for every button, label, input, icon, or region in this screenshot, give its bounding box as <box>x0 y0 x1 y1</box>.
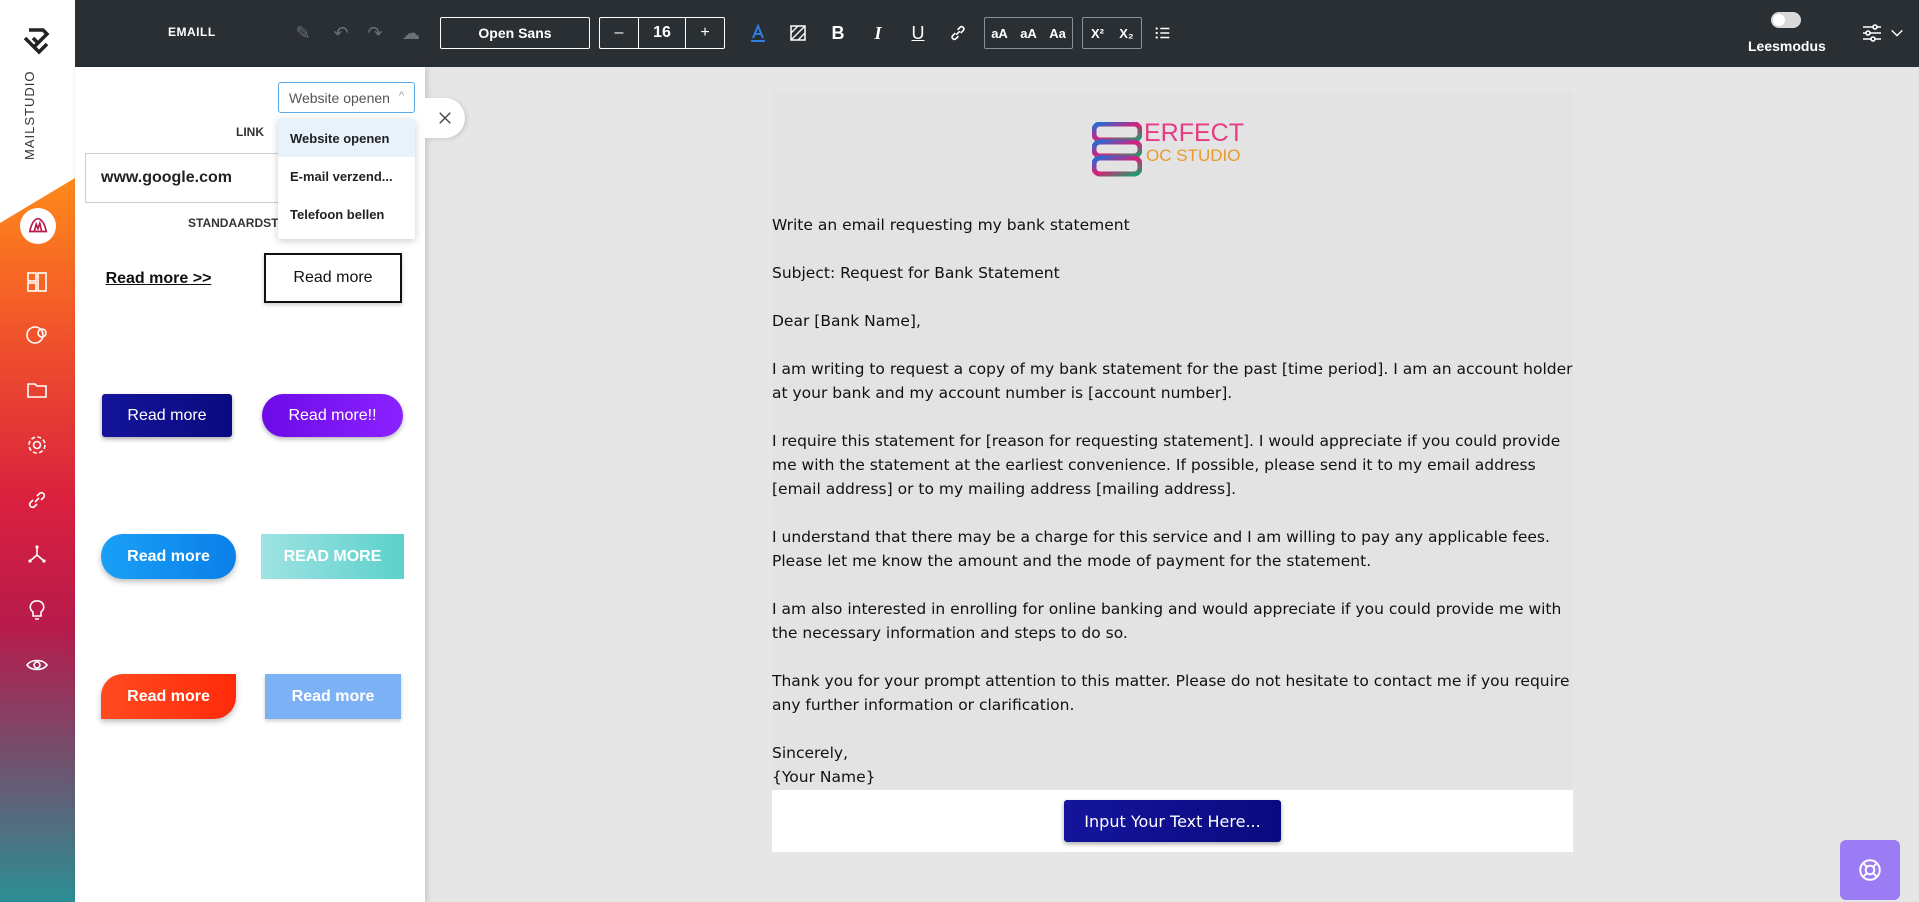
text-case-group <box>984 17 1073 49</box>
reading-mode-label: Leesmodus <box>1748 38 1826 54</box>
email-body-text[interactable] <box>772 213 1573 789</box>
logo-icon[interactable] <box>19 24 53 58</box>
folder-icon[interactable] <box>20 373 54 407</box>
lifebuoy-icon <box>1857 857 1883 883</box>
link-icon[interactable] <box>20 483 54 517</box>
email-cta-row <box>772 790 1573 852</box>
logo-text-line2: OC STUDIO <box>1146 146 1241 165</box>
script-group <box>1082 17 1142 49</box>
link-action-selected: Website openen <box>289 89 390 106</box>
case-mixed-button[interactable]: aA <box>1020 25 1037 41</box>
redo-icon[interactable]: ↷ <box>367 22 383 43</box>
text-color-icon[interactable] <box>744 19 772 47</box>
help-button[interactable] <box>1840 840 1900 900</box>
document-title: EMAILL <box>168 25 216 39</box>
font-size-stepper <box>599 17 725 49</box>
chevron-down-icon[interactable] <box>1883 19 1911 47</box>
button-style-outline[interactable]: Read more <box>264 253 402 303</box>
font-size-increase-button[interactable]: + <box>700 24 710 41</box>
reading-mode-toggle[interactable] <box>1771 12 1801 28</box>
email-paragraph: Dear [Bank Name], <box>772 312 921 330</box>
dropdown-option-phone[interactable]: Telefoon bellen <box>290 206 385 222</box>
list-icon[interactable] <box>1149 19 1177 47</box>
email-signature: {Your Name} <box>772 768 876 786</box>
italic-button[interactable]: I <box>874 22 882 43</box>
case-lower-button[interactable]: aA <box>991 25 1008 41</box>
font-size-decrease-button[interactable]: – <box>614 24 624 41</box>
chevron-up-icon: ^ <box>398 90 404 102</box>
pen-icon[interactable]: ✎ <box>295 22 311 43</box>
font-family-select[interactable]: Open Sans <box>440 17 590 49</box>
eye-icon[interactable] <box>20 648 54 682</box>
palette-icon[interactable] <box>20 318 54 352</box>
link-icon[interactable] <box>944 19 972 47</box>
email-paragraph: I am also interested in enrolling for online banking and would appreciate if you could provide me with the necessary information and steps to do so. <box>772 600 1562 642</box>
highlight-icon[interactable] <box>784 19 812 47</box>
undo-icon[interactable]: ↶ <box>333 22 349 43</box>
lightbulb-icon[interactable] <box>20 593 54 627</box>
email-paragraph: I am writing to request a copy of my bank statement for the past [time period]. I am an account holder at your bank and my account number is [account number]. <box>772 360 1573 402</box>
bold-button[interactable]: B <box>831 22 845 43</box>
email-paragraph: Write an email requesting my bank statement <box>772 216 1130 234</box>
logo-text-line1: ERFECT <box>1144 119 1244 147</box>
close-icon <box>438 111 452 125</box>
dropdown-option-email[interactable]: E-mail verzend... <box>290 168 393 184</box>
link-action-dropdown <box>278 119 415 239</box>
subscript-button[interactable]: X₂ <box>1119 25 1134 41</box>
button-style-orange[interactable]: Read more <box>101 674 236 719</box>
brand-name: MAILSTUDIO <box>22 70 37 160</box>
gear-icon[interactable] <box>20 428 54 462</box>
button-style-teal[interactable]: READ MORE <box>261 534 404 579</box>
font-size-value[interactable]: 16 <box>638 18 686 48</box>
top-toolbar <box>75 0 1919 67</box>
email-paragraph: Thank you for your prompt attention to this matter. Please do not hesitate to contact me if you require any further information or clarification. <box>772 672 1570 714</box>
dashboard-icon[interactable] <box>20 208 56 244</box>
button-style-purple-pill[interactable]: Read more!! <box>262 394 403 437</box>
link-action-select[interactable] <box>278 82 415 113</box>
dropdown-option-website[interactable]: Website openen <box>278 119 415 157</box>
left-rail <box>0 0 75 902</box>
email-closing: Sincerely, <box>772 744 849 762</box>
standard-styles-label: STANDAARDST <box>188 216 279 230</box>
link-url-input[interactable]: www.google.com <box>85 153 285 203</box>
cta-button[interactable]: Input Your Text Here... <box>1064 800 1281 842</box>
email-paragraph: I understand that there may be a charge for this service and I am willing to pay any applicable fees. Please let me know the amount and the mode of payment for the statement. <box>772 528 1550 570</box>
button-style-blue-pill[interactable]: Read more <box>101 534 236 579</box>
company-logo[interactable] <box>1092 118 1252 178</box>
email-paragraph: Subject: Request for Bank Statement <box>772 264 1060 282</box>
underline-button[interactable]: U <box>911 22 925 43</box>
superscript-button[interactable]: X² <box>1091 25 1104 41</box>
case-title-button[interactable]: Aa <box>1049 25 1066 41</box>
templates-icon[interactable] <box>20 265 54 299</box>
button-style-navy[interactable]: Read more <box>102 394 232 437</box>
link-label: LINK <box>236 125 264 139</box>
network-icon[interactable] <box>20 538 54 572</box>
email-paragraph: I require this statement for [reason for requesting statement]. I would appreciate if you could provide me with the statement at the earliest convenience. If possible, please send it to my email address [email address] or to my mailing address [mailing address]. <box>772 432 1561 498</box>
button-style-light-blue[interactable]: Read more <box>265 674 401 719</box>
close-panel-button[interactable] <box>425 98 465 138</box>
button-settings-panel <box>75 67 425 902</box>
settings-sliders-icon[interactable] <box>1858 19 1886 47</box>
email-canvas <box>772 92 1573 852</box>
button-style-link[interactable]: Read more >> <box>105 270 212 287</box>
cloud-check-icon[interactable]: ☁ <box>402 22 420 43</box>
